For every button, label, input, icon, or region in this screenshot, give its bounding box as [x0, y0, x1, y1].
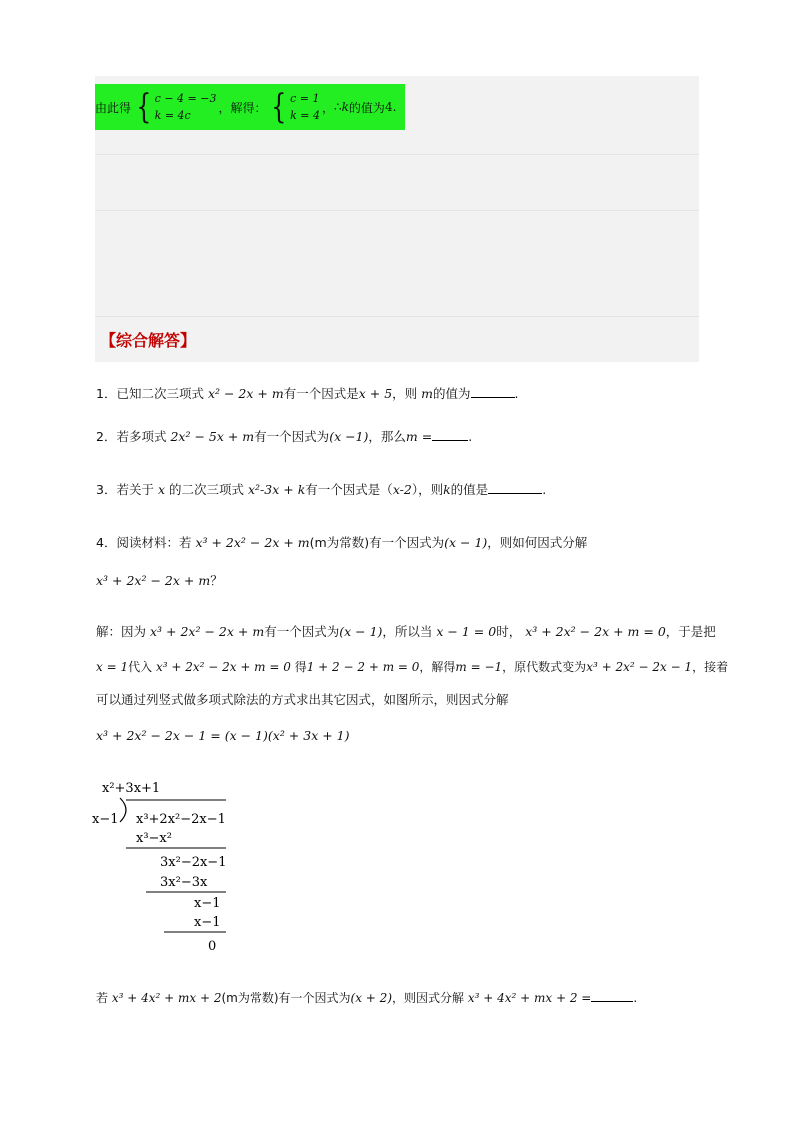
- q4-expression: x³ + 2x² − 2x + m: [96, 573, 211, 588]
- final-q-expression: x³ + 4x² + mx + 2: [111, 991, 222, 1005]
- q3-expression: x²-3x + k: [248, 482, 306, 497]
- solution-text: 解：因为: [96, 624, 147, 639]
- q1-variable: m: [421, 386, 434, 401]
- final-q-text: 若: [96, 991, 109, 1005]
- q3-text: 的值是: [450, 482, 489, 497]
- q2-factor: (x −1): [329, 429, 369, 444]
- answer-prefix: 由此得: [95, 100, 132, 115]
- solution-substitution: x = 1: [96, 660, 129, 674]
- final-q-text: ，则因式分解: [392, 991, 465, 1005]
- final-q-factor: (x + 2): [350, 991, 392, 1005]
- remainder-1: 3x²−2x−1: [160, 855, 227, 870]
- system2-row1: c = 1: [290, 92, 320, 105]
- q1-text: ，则: [392, 386, 418, 401]
- answer-value: 4: [384, 100, 393, 114]
- period: .: [514, 386, 519, 401]
- factorization-result: x³ + 2x² − 2x − 1 = (x − 1)(x² + 3x + 1): [96, 728, 350, 743]
- q2-text: ，那么: [368, 429, 406, 444]
- q4-constant-note: (m为常数): [309, 535, 370, 550]
- question-2: [96, 426, 472, 447]
- divisor: x−1: [92, 812, 119, 827]
- solution-line-4: [96, 726, 350, 746]
- solution-expression: x³ + 2x² − 2x − 1: [586, 660, 693, 674]
- quotient: x²+3x+1: [102, 781, 161, 796]
- question-mark: ？: [210, 573, 223, 588]
- solution-text: 代入: [128, 660, 153, 674]
- solution-line-2: [96, 657, 728, 677]
- system2-row2: k = 4: [290, 109, 320, 122]
- brace-icon: {: [136, 87, 152, 127]
- highlighted-answer: [95, 84, 405, 130]
- brace-icon: {: [271, 87, 287, 127]
- solution-text: ，所以当: [382, 624, 433, 639]
- answer-blank[interactable]: [471, 383, 515, 398]
- q1-text: 有一个因式是: [283, 386, 359, 401]
- q2-text: 有一个因式为: [254, 429, 330, 444]
- k-variable: k: [341, 100, 349, 114]
- q3-text: 若关于: [116, 482, 154, 497]
- q3-factor: x-2: [392, 482, 412, 497]
- therefore-symbol: ∴: [334, 100, 342, 114]
- q4-text: 阅读材料：若: [116, 535, 192, 550]
- answer-blank[interactable]: [591, 987, 633, 1002]
- q3-text: 的二次三项式: [169, 482, 245, 497]
- q4-factor: (x − 1): [444, 535, 488, 550]
- subtract-step-2: 3x²−3x: [160, 875, 208, 890]
- answer-mid: ，解得：: [218, 100, 267, 115]
- system1-row1: c − 4 = −3: [154, 92, 217, 105]
- solution-text: ，接着: [692, 660, 729, 674]
- period: .: [468, 429, 473, 444]
- q2-expression: 2x² − 5x + m: [170, 429, 255, 444]
- q3-text: ），则: [411, 482, 444, 497]
- q3-k: k: [443, 482, 451, 497]
- q3-variable: x: [157, 482, 166, 497]
- answer-blank[interactable]: [488, 479, 542, 494]
- comma: ，: [321, 100, 334, 115]
- section-title: 【综合解答】: [100, 331, 197, 350]
- period: .: [392, 100, 397, 114]
- final-q-expression: x³ + 4x² + mx + 2 =: [467, 991, 592, 1005]
- division-bracket-icon: [120, 798, 126, 822]
- final-remainder: 0: [208, 939, 217, 954]
- answer-result-text: 的值为: [348, 100, 385, 115]
- solution-equation: 1 + 2 − 2 + m = 0: [306, 660, 420, 674]
- long-division-diagram: [90, 776, 250, 956]
- equation-system-2: [268, 87, 320, 127]
- question-1: [96, 383, 519, 404]
- q2-number: 2．: [96, 429, 117, 444]
- q3-text: 有一个因式是（: [305, 482, 393, 497]
- subtract-step-1: x³−x²: [136, 831, 172, 846]
- solution-text: 有一个因式为: [264, 624, 340, 639]
- q4-text: 有一个因式为: [369, 535, 445, 550]
- system1-row2: k = 4c: [154, 109, 191, 122]
- q3-number: 3．: [96, 482, 117, 497]
- panel-divider: [95, 210, 699, 211]
- q4-text: ，则如何因式分解: [487, 535, 588, 550]
- final-q-text: 有一个因式为: [278, 991, 351, 1005]
- q1-text: 的值为: [433, 386, 471, 401]
- q2-text: 若多项式: [116, 429, 167, 444]
- solution-text: 得: [294, 660, 307, 674]
- solution-factor: (x − 1): [339, 624, 383, 639]
- remainder-2: x−1: [194, 896, 221, 911]
- subtract-step-3: x−1: [194, 915, 221, 930]
- solution-equation: x³ + 2x² − 2x + m = 0: [155, 660, 291, 674]
- panel-divider: [95, 154, 699, 155]
- q2-lhs: m =: [405, 429, 433, 444]
- q1-factor: x + 5: [358, 386, 393, 401]
- q1-expression: x² − 2x + m: [207, 386, 284, 401]
- solution-condition: x − 1 = 0: [436, 624, 497, 639]
- solution-text: 时，: [496, 624, 522, 639]
- answer-blank[interactable]: [432, 426, 468, 441]
- solution-line-1: [96, 622, 716, 642]
- period: .: [542, 482, 547, 497]
- q1-number: 1．: [96, 386, 117, 401]
- final-q-constant-note: (m为常数): [221, 991, 279, 1005]
- final-question: [96, 987, 637, 1008]
- question-4-line2: [96, 571, 223, 591]
- solution-equation: x³ + 2x² − 2x + m = 0: [525, 624, 666, 639]
- q4-expression: x³ + 2x² − 2x + m: [195, 535, 310, 550]
- solution-m-value: m = −1: [455, 660, 503, 674]
- question-4: [96, 533, 587, 553]
- dividend: x³+2x²−2x−1: [136, 812, 226, 827]
- panel-divider: [95, 316, 699, 317]
- equation-system-1: [133, 87, 217, 127]
- solution-expression: x³ + 2x² − 2x + m: [150, 624, 265, 639]
- period: .: [633, 991, 638, 1005]
- question-3: [96, 479, 546, 500]
- solution-line-3: 可以通过列竖式做多项式除法的方式求出其它因式，如图所示，则因式分解: [96, 692, 509, 707]
- solution-text: ，解得: [419, 660, 456, 674]
- solution-text: ，于是把: [665, 624, 716, 639]
- solution-text: ，原代数式变为: [502, 660, 587, 674]
- q4-number: 4．: [96, 535, 117, 550]
- q1-text: 已知二次三项式: [116, 386, 204, 401]
